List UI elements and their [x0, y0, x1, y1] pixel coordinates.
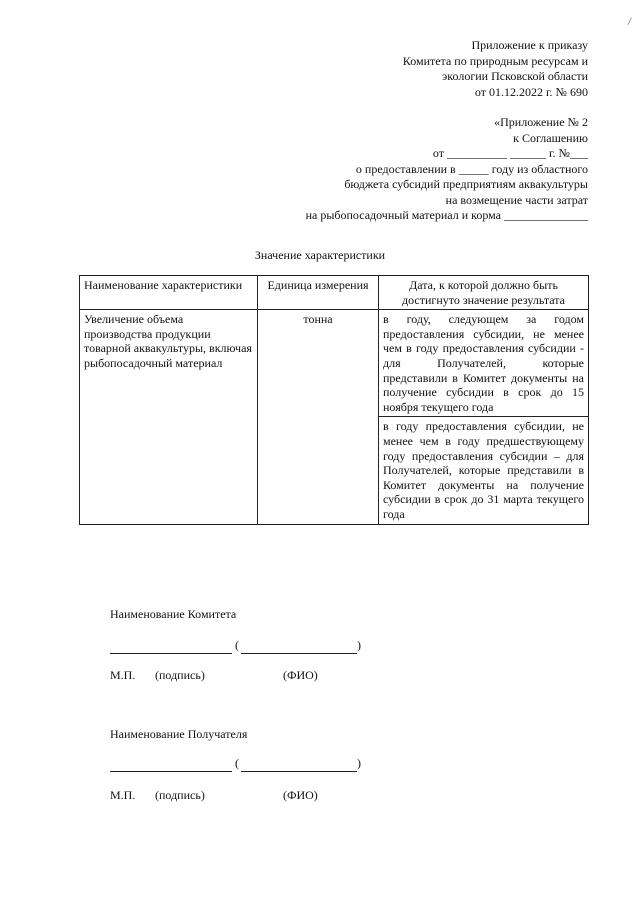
committee-signature-caption: (подпись) — [155, 668, 205, 682]
recipient-signature-caption: (подпись) — [155, 788, 205, 802]
committee-name-label: Наименование Комитета — [110, 607, 237, 621]
paren-close: ) — [357, 756, 361, 770]
recipient-name-label: Наименование Получателя — [110, 727, 248, 741]
date-cell: в году предоставления субсидии, не менее чем в году предшествующему году предоставления субсидии – для Получателей, которые представили в Комитет документы на получение субсидии в срок до 31 марта текущего года — [379, 417, 589, 524]
column-header: Наименование характеристики — [80, 276, 258, 310]
committee-mp: М.П. — [110, 668, 136, 682]
header-line: к Соглашению — [513, 130, 588, 145]
header-line: Комитета по природным ресурсам и — [402, 53, 588, 68]
unit-cell: тонна — [258, 310, 379, 524]
committee-fio-line — [241, 653, 357, 654]
recipient-fio-caption: (ФИО) — [283, 788, 318, 802]
header-line: «Приложение № 2 — [494, 115, 588, 129]
committee-signature-line — [110, 653, 232, 654]
column-header: Дата, к которой должно быть достигнуто значение результата — [379, 276, 589, 310]
header-line: на возмещение части затрат — [445, 192, 588, 207]
date-cell: в году, следующем за годом предоставления субсидии, не менее чем в году предоставления субсидии - для Получателей, которые представили в Комитет документы на получение субсидии в срок до 15 ноября текущего года — [379, 310, 589, 417]
header-line: от 01.12.2022 г. № 690 — [474, 84, 588, 99]
agreement-annex-header — [306, 115, 588, 224]
paren-close: ) — [357, 638, 361, 652]
column-header: Единица измерения — [258, 276, 379, 310]
table-header-row — [80, 276, 589, 310]
characteristics-table — [79, 275, 589, 525]
paren-open: ( — [235, 756, 239, 770]
header-line: о предоставлении в _____ году из областного — [355, 161, 588, 176]
header-line: Приложение к приказу — [471, 38, 588, 52]
order-annex-header — [403, 38, 588, 100]
committee-fio-caption: (ФИО) — [283, 668, 318, 682]
header-line: на рыбопосадочный материал и корма ______________ — [305, 208, 588, 222]
characteristic-cell: Увеличение объема производства продукции товарной аквакультуры, включая рыбопосадочный материал — [80, 310, 258, 524]
header-line: бюджета субсидий предприятиям аквакультуры — [344, 177, 588, 191]
recipient-mp: М.П. — [110, 788, 136, 802]
document-title: Значение характеристики — [254, 248, 386, 262]
scan-mark — [628, 17, 636, 26]
paren-open: ( — [235, 638, 239, 652]
recipient-signature-line — [110, 771, 232, 772]
recipient-fio-line — [241, 771, 357, 772]
header-line: от __________ ______ г. №___ — [432, 146, 588, 160]
header-line: экологии Псковской области — [442, 69, 588, 83]
table-row — [80, 310, 589, 417]
